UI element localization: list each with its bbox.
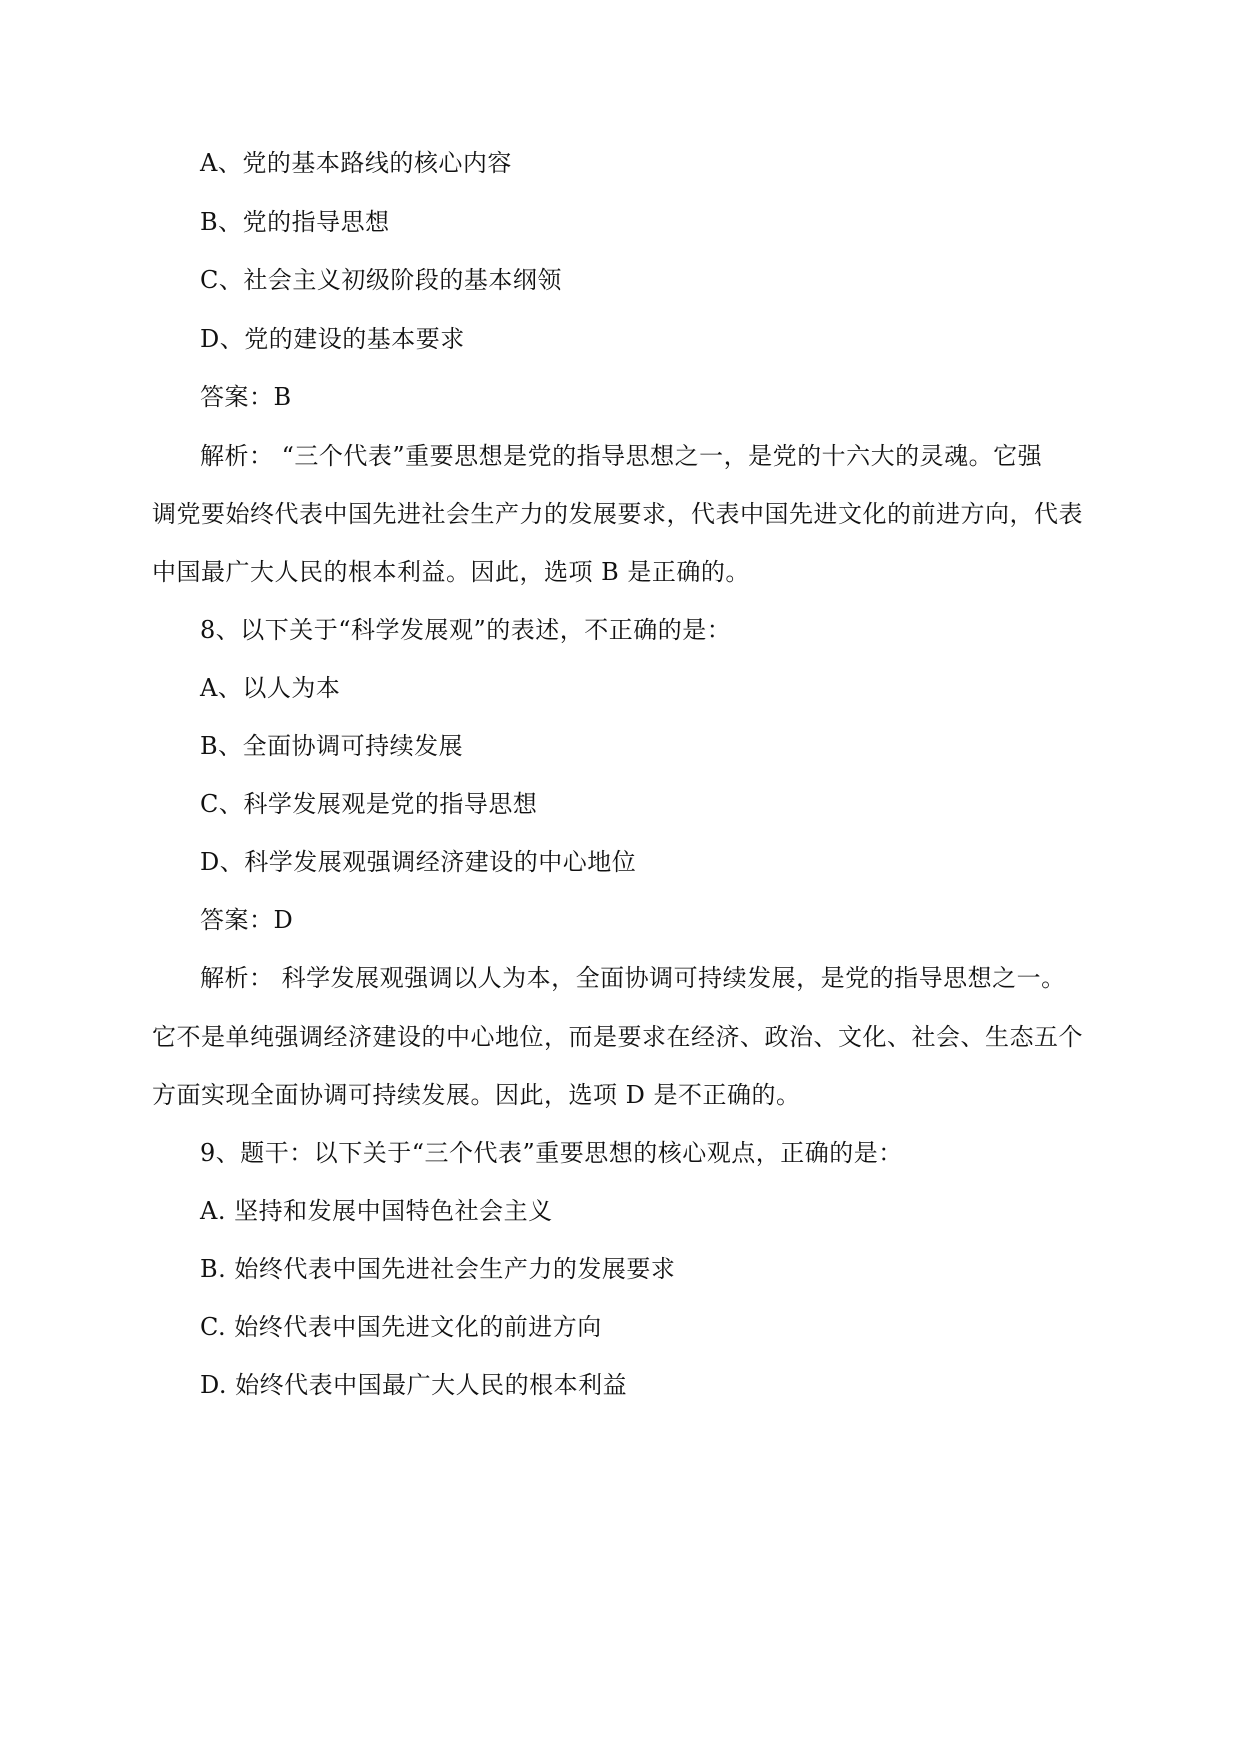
q7-option-d: D、党的建设的基本要求 — [200, 325, 465, 353]
q9-option-b: B. 始终代表中国先进社会生产力的发展要求 — [200, 1255, 676, 1283]
q8-option-b: B、全面协调可持续发展 — [200, 732, 464, 760]
q7-analysis-line-3: 中国最广大人民的根本利益。因此，选项 B 是正确的。 — [152, 558, 750, 586]
q8-option-c: C、科学发展观是党的指导思想 — [200, 790, 538, 818]
q8-analysis-line-2: 它不是单纯强调经济建设的中心地位，而是要求在经济、政治、文化、社会、生态五个 — [152, 1023, 1083, 1051]
q8-stem: 8、以下关于“科学发展观”的表述，不正确的是： — [200, 616, 732, 644]
q8-analysis-line-3: 方面实现全面协调可持续发展。因此，选项 D 是不正确的。 — [152, 1081, 801, 1109]
q9-stem: 9、题干：以下关于“三个代表”重要思想的核心观点，正确的是： — [200, 1139, 903, 1167]
q8-option-d: D、科学发展观强调经济建设的中心地位 — [200, 848, 637, 876]
q8-analysis-line-1: 解析： 科学发展观强调以人为本，全面协调可持续发展，是党的指导思想之一。 — [200, 964, 1066, 992]
q7-answer: 答案：B — [200, 383, 292, 411]
q7-option-c: C、社会主义初级阶段的基本纲领 — [200, 266, 562, 294]
q8-answer: 答案：D — [200, 906, 294, 934]
q8-option-a: A、以人为本 — [200, 674, 341, 702]
q9-option-d: D. 始终代表中国最广大人民的根本利益 — [200, 1371, 628, 1399]
q7-option-b: B、党的指导思想 — [200, 208, 390, 236]
q7-analysis-line-2: 调党要始终代表中国先进社会生产力的发展要求，代表中国先进文化的前进方向，代表 — [152, 500, 1083, 528]
q9-option-a: A. 坚持和发展中国特色社会主义 — [200, 1197, 553, 1225]
q9-option-c: C. 始终代表中国先进文化的前进方向 — [200, 1313, 602, 1341]
q7-option-a: A、党的基本路线的核心内容 — [200, 149, 512, 177]
q7-analysis-line-1: 解析： “三个代表”重要思想是党的指导思想之一，是党的十六大的灵魂。它强 — [200, 442, 1043, 470]
